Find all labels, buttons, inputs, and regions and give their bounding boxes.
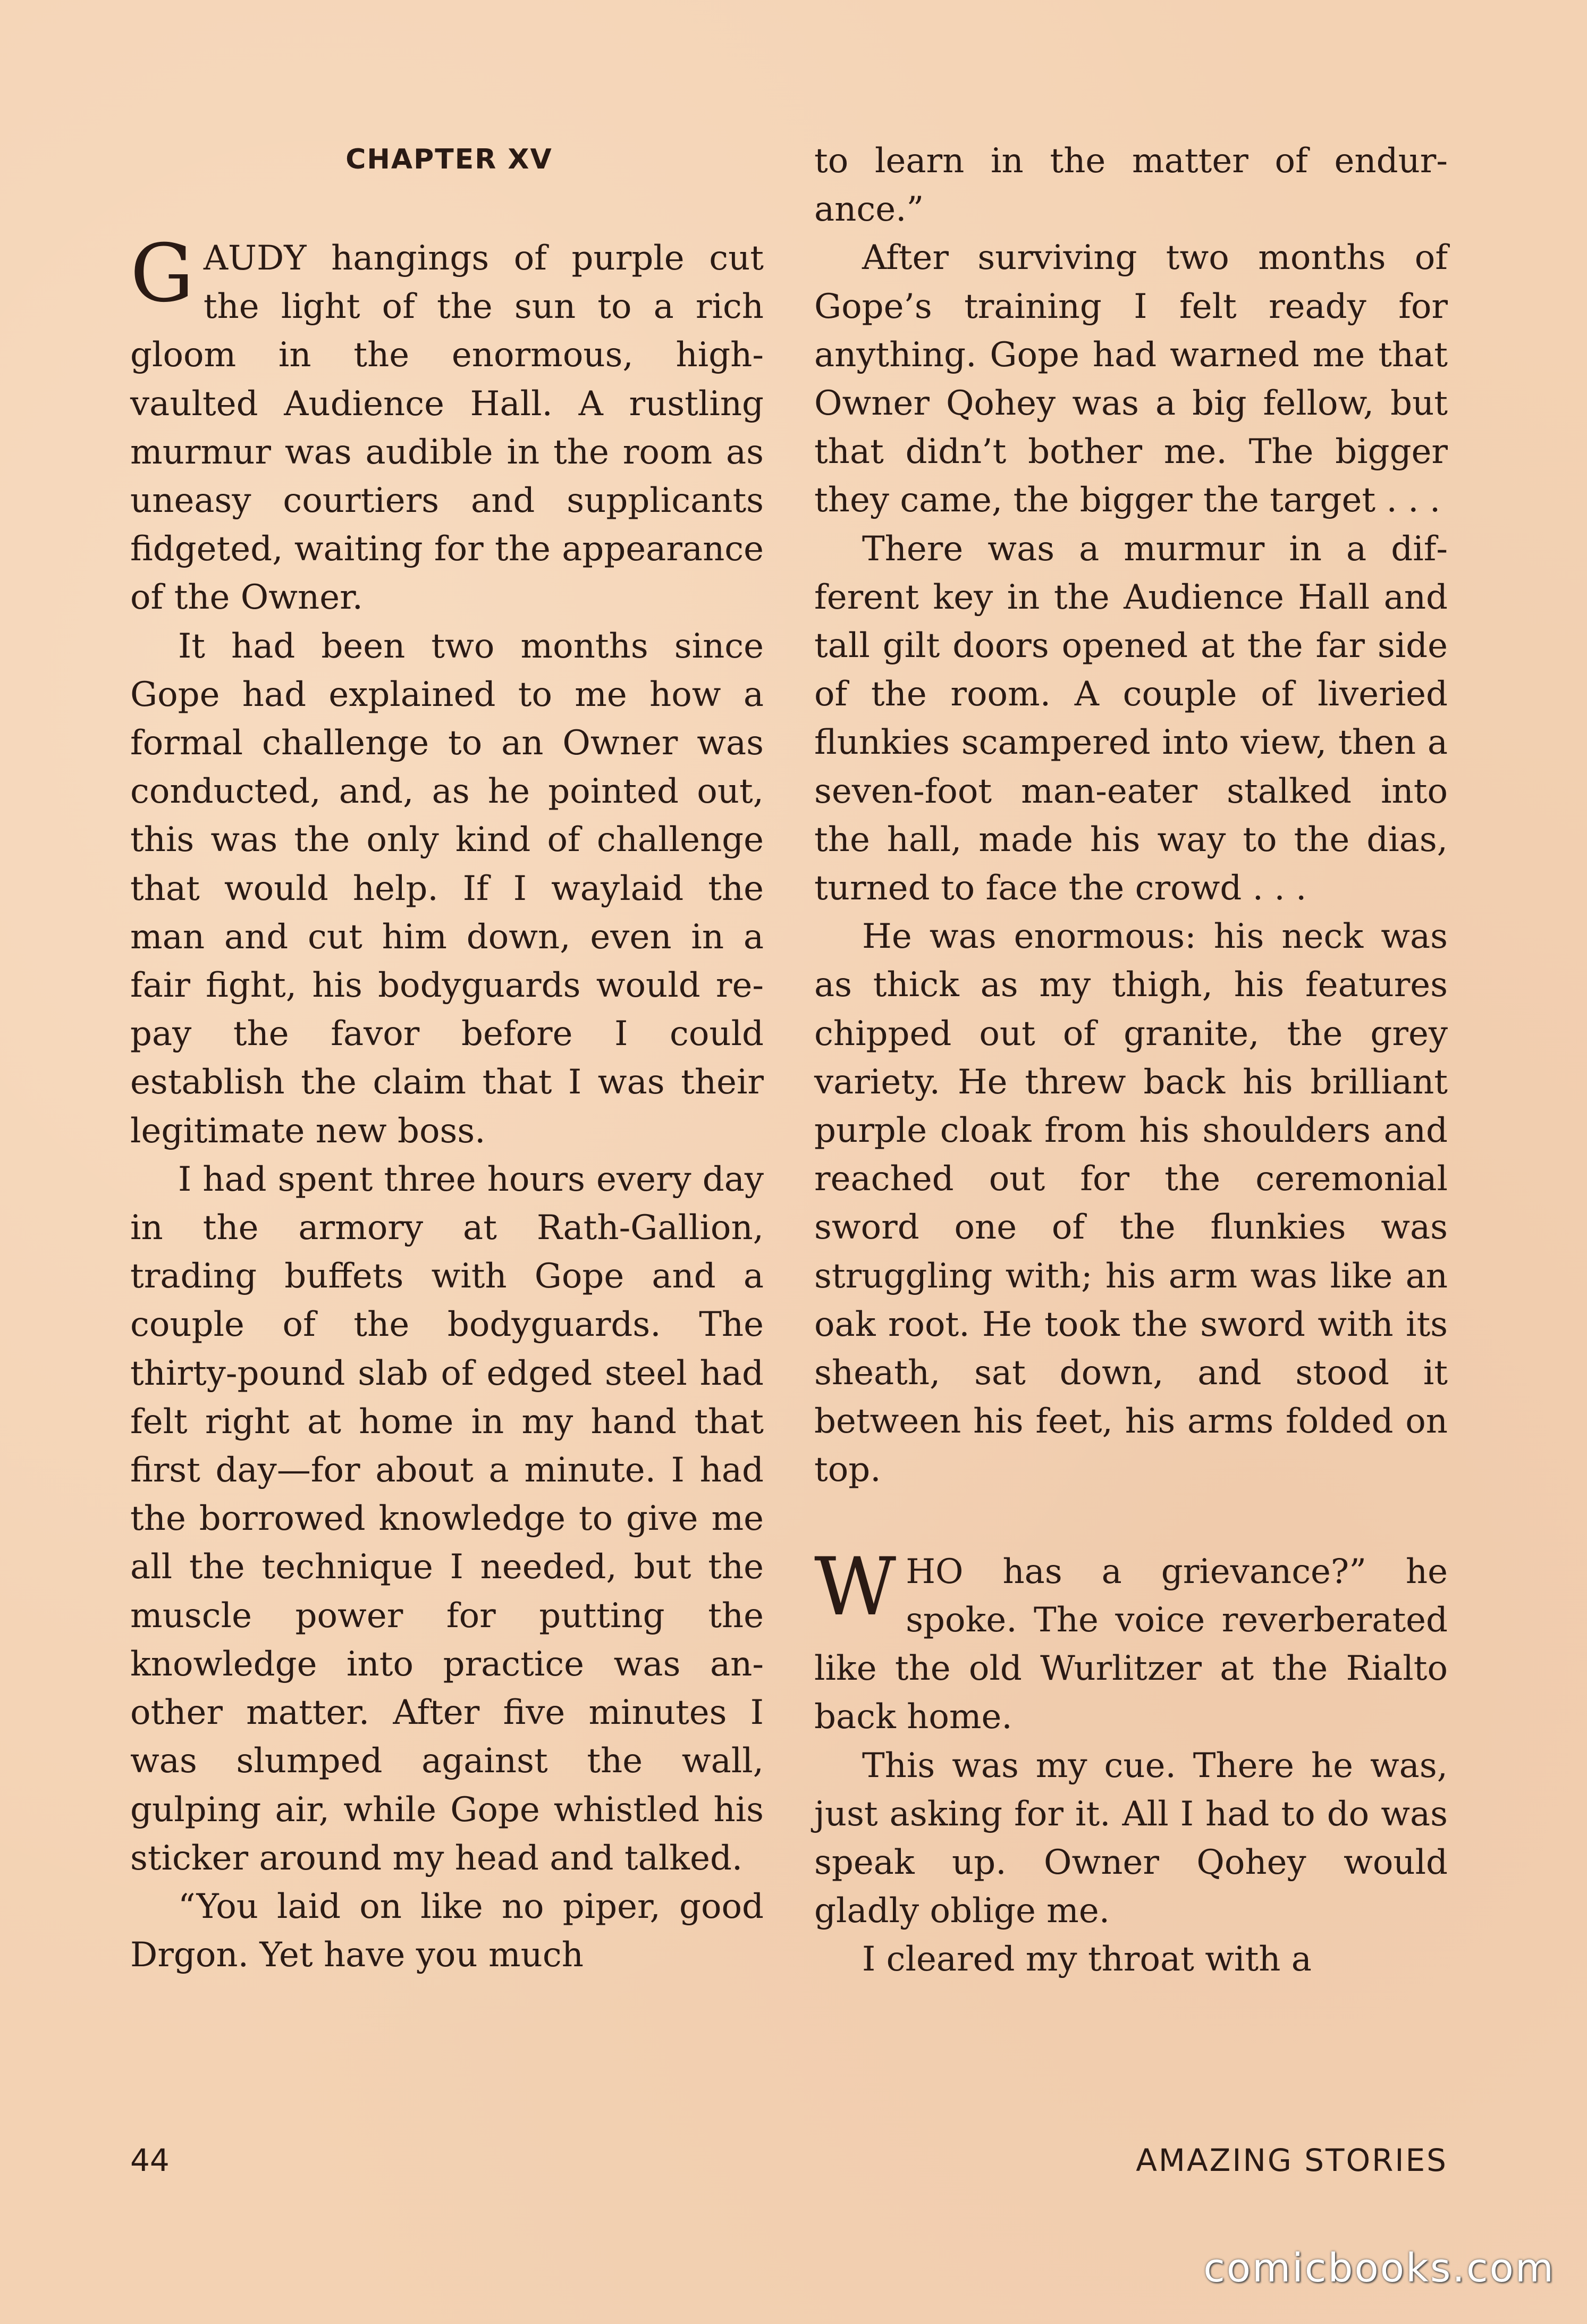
paragraph: He was enormous: his neck was as thick as my thigh, his features chipped out of granite, the grey variety. He threw back his brilliant purple cloak from his shoulders and reached out for the ceremonial sword one of the flunkies was struggling with; his arm was like an oak root. He took the sword with its sheath, sat down, and stood it between his feet, his arms folded on top. bbox=[814, 917, 1448, 1490]
paragraph: After surviving two months of Gope’s training I felt ready for anything. Gope had warned me that Owner Qohey was a big fellow, but that didn’t bother me. The bigger they came, the bigger the target . . . bbox=[814, 238, 1448, 520]
paragraph bbox=[814, 1540, 1448, 1742]
left-text-column bbox=[130, 228, 764, 1980]
paragraph-text: AUDY hangings of purple cut the light of the sun to a rich gloom in the enormous, high-vaulted Audience Hall. A rustling murmur was audible in the room as uneasy courtiers and supplicants fidgeted, waiting for the appearance of the Owner. bbox=[130, 239, 764, 618]
section-break bbox=[814, 1495, 1448, 1548]
paragraph-text: HO has a grievance?” he spoke. The voice reverberated like the old Wurlitzer at the Rialto back home. bbox=[814, 1552, 1448, 1737]
paragraph: “You laid on like no piper, good Drgon. Yet have you much bbox=[130, 1887, 764, 1975]
paragraph: It had been two months since Gope had explained to me how a formal challenge to an Owner was conducted, and, as he pointed out, this was the only kind of challenge that would help. If I waylaid the man and cut him down, even in a fair fight, his bodyguards would repay the favor before I could establish the claim that I was their legitimate new boss. bbox=[130, 626, 764, 1151]
drop-cap: G bbox=[130, 228, 194, 320]
paragraph: There was a murmur in a different key in the Audience Hall and tall gilt doors opened at the far side of the room. A couple of liveried flunkies scampered into view, then a seven-foot man-eater stalked into the hall, made his way to the dias, turned to face the crowd . . . bbox=[814, 529, 1448, 908]
paragraph: This was my cue. There he was, just asking for it. All I had to do was speak up. Owner Qohey would gladly oblige me. bbox=[814, 1746, 1448, 1931]
drop-cap: W bbox=[814, 1540, 897, 1633]
paragraph: I had spent three hours every day in the armory at Rath-Gallion, trading buffets with Gope and a couple of the bodyguards. The thirty-pound slab of edged steel had felt right at home in my hand that first day—for about a minute. I had the borrowed knowledge to give me all the technique I needed, but the muscle power for putting the knowledge into practice was another matter. After five minutes I was slumped against the wall, gulping air, while Gope whistled his sticker around my head and talked. bbox=[130, 1159, 764, 1878]
chapter-heading: CHAPTER XV bbox=[345, 144, 553, 175]
watermark: comicbooks.com bbox=[1203, 2245, 1555, 2291]
running-footer-title: AMAZING STORIES bbox=[1136, 2142, 1448, 2178]
paragraph: I cleared my throat with a bbox=[862, 1940, 1312, 1980]
paragraph bbox=[130, 228, 764, 622]
page-number: 44 bbox=[130, 2142, 170, 2178]
right-text-column bbox=[814, 137, 1448, 1984]
paragraph: to learn in the matter of endurance.” bbox=[814, 141, 1448, 230]
